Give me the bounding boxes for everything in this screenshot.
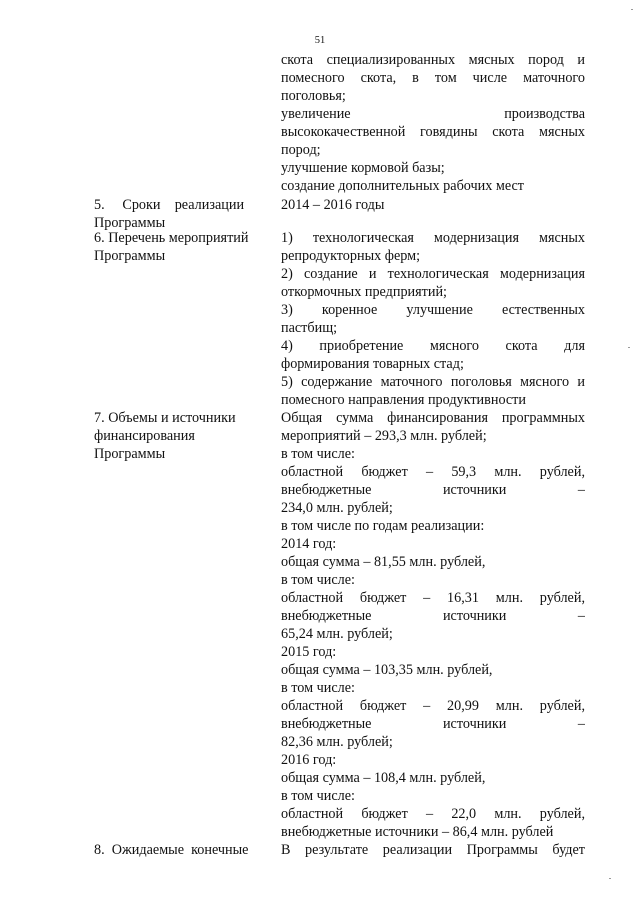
right-column-line: в том числе по годам реализации:	[281, 518, 485, 534]
right-column-line: помесного скота, в том числе маточного	[281, 70, 585, 86]
right-column-line: 2015 год:	[281, 644, 337, 660]
right-column-line: внебюджетные источники –	[281, 608, 585, 624]
right-column-line: 3) коренное улучшение естественных	[281, 302, 585, 318]
right-column-line: 65,24 млн. рублей;	[281, 626, 393, 642]
right-column-line: мероприятий – 293,3 млн. рублей;	[281, 428, 487, 444]
right-column-line: поголовья;	[281, 88, 346, 104]
right-column-line: пастбищ;	[281, 320, 338, 336]
right-column-line: улучшение кормовой базы;	[281, 160, 445, 176]
right-column-line: общая сумма – 103,35 млн. рублей,	[281, 662, 493, 678]
left-column-line: Программы	[94, 446, 166, 462]
right-column-line: В результате реализации Программы будет	[281, 842, 585, 858]
right-column-line: 2014 – 2016 годы	[281, 197, 385, 213]
right-column-line: 4) приобретение мясного скота для	[281, 338, 585, 354]
right-column-line: областной бюджет – 22,0 млн. рублей,	[281, 806, 585, 822]
right-column-line: 2014 год:	[281, 536, 337, 552]
right-column-line: пород;	[281, 142, 321, 158]
right-column-line: областной бюджет – 59,3 млн. рублей,	[281, 464, 585, 480]
right-column-line: общая сумма – 81,55 млн. рублей,	[281, 554, 486, 570]
right-column-line: внебюджетные источники –	[281, 716, 585, 732]
left-column-line: 6. Перечень мероприятий	[94, 230, 249, 246]
right-column-line: 2) создание и технологическая модернизация	[281, 266, 585, 282]
right-column-line: 2016 год:	[281, 752, 337, 768]
left-column-line: Программы	[94, 215, 166, 231]
right-column-line: 1) технологическая модернизация мясных	[281, 230, 585, 246]
right-column-line: откормочных предприятий;	[281, 284, 448, 300]
right-column-line: репродукторных ферм;	[281, 248, 421, 264]
scan-speck	[631, 9, 633, 10]
right-column-line: скота специализированных мясных пород и	[281, 52, 585, 68]
right-column-line: общая сумма – 108,4 млн. рублей,	[281, 770, 486, 786]
right-column-line: 234,0 млн. рублей;	[281, 500, 393, 516]
right-column-line: высококачественной говядины скота мясных	[281, 124, 585, 140]
left-column-line: 5. Сроки реализации	[94, 197, 245, 213]
left-column-line: 8. Ожидаемые конечные	[94, 842, 249, 858]
left-column-line: финансирования	[94, 428, 195, 444]
right-column-line: в том числе:	[281, 788, 355, 804]
right-column-line: внебюджетные источники –	[281, 482, 585, 498]
scan-speck	[628, 347, 630, 348]
right-column-line: в том числе:	[281, 680, 355, 696]
scan-speck	[609, 878, 611, 879]
right-column-line: областной бюджет – 16,31 млн. рублей,	[281, 590, 585, 606]
right-column-line: внебюджетные источники – 86,4 млн. рублей	[281, 824, 554, 840]
right-column-line: 5) содержание маточного поголовья мясного и	[281, 374, 585, 390]
right-column-line: в том числе:	[281, 572, 355, 588]
right-column-line: создание дополнительных рабочих мест	[281, 178, 525, 194]
right-column-line: помесного направления продуктивности	[281, 392, 526, 408]
right-column-line: формирования товарных стад;	[281, 356, 464, 372]
right-column-line: областной бюджет – 20,99 млн. рублей,	[281, 698, 585, 714]
page-number: 51	[314, 35, 326, 46]
right-column-line: в том числе:	[281, 446, 355, 462]
right-column-line: Общая сумма финансирования программных	[281, 410, 585, 426]
right-column-line: 82,36 млн. рублей;	[281, 734, 393, 750]
left-column-line: 7. Объемы и источники	[94, 410, 236, 426]
right-column-line: увеличение производства	[281, 106, 585, 122]
left-column-line: Программы	[94, 248, 166, 264]
